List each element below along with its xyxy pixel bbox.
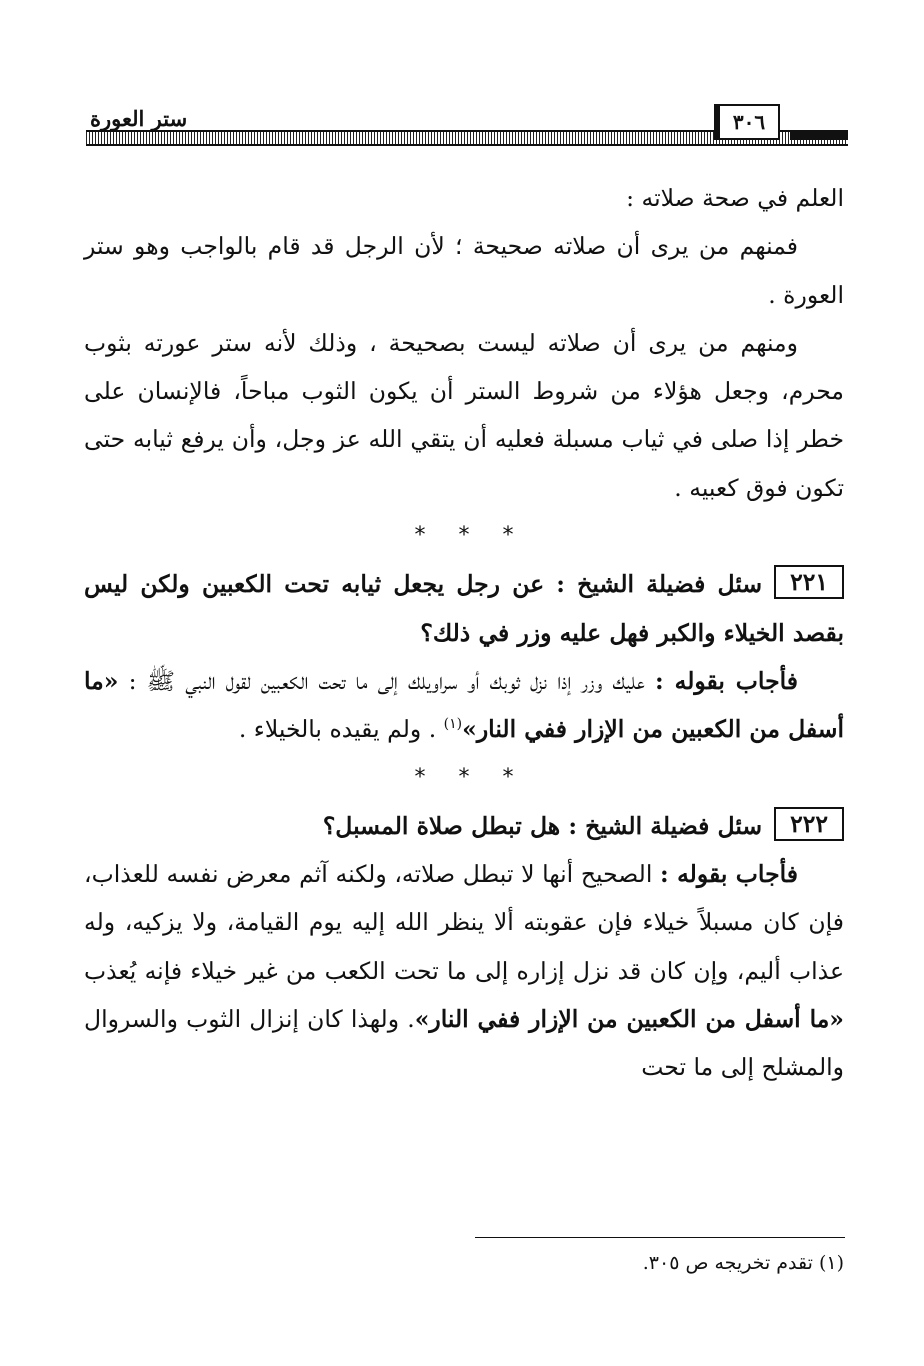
answer-lead: فأجاب بقوله : [655,666,798,695]
question-text: سئل فضيلة الشيخ : عن رجل يجعل ثيابه تحت الكعبين ولكن ليس بقصد الخيلاء والكبر فهل عليه وزر في ذلك؟ [84,570,844,647]
paragraph: فمنهم من يرى أن صلاته صحيحة ؛ لأن الرجل قد قام بالواجب وهو ستر العورة . [84,232,844,309]
paragraph: ومنهم من يرى أن صلاته ليست بصحيحة ، وذلك لأنه ستر عورته بثوب محرم، وجعل هؤلاء من شروط الستر أن يكون الثوب مباحاً، فالإنسان على خطر إذا صلى في ثياب مسبلة فعليه أن يتقي الله عز وجل، وأن يرفع ثيابه حتى تكون فوق كعبيه . [84,328,844,502]
footnote-divider [475,1237,845,1238]
answer-text: . ولهذا كان إنزال الثوب والسروال والمشلح إلى ما تحت [84,1005,844,1082]
page-body [84,174,844,1092]
question-222 [84,802,844,850]
hadith-quote: «ما أسفل من الكعبين من الإزار ففي النار» [84,666,844,744]
page-number: ٣٠٦ [718,104,780,140]
answer-222 [84,850,844,1091]
footnote: (١) تقدم تخريجه ص ٣٠٥. [642,1252,844,1274]
question-number-box: ٢٢١ [774,565,844,599]
question-number-box: ٢٢٢ [774,807,844,841]
header-solid-bar [790,132,848,140]
answer-text: الصحيح أنها لا تبطل صلاته، ولكنه آثم معرض نفسه للعذاب، فإن كان مسبلاً خيلاء فإن عقوبته ألا ينظر الله إليه يوم القيامة، ولا يزكيه، وله عذاب أليم، وإن كان قد نزل إزاره إلى ما تحت الكعب من غير خيلاء فإنه يُعذب [84,860,844,985]
footnote-reference: (١) [443,716,463,733]
question-text: سئل فضيلة الشيخ : هل تبطل صلاة المسبل؟ [322,811,763,840]
answer-221 [84,657,844,754]
answer-lead: فأجاب بقوله : [660,860,798,889]
section-separator: * * * [414,764,514,790]
answer-text: عليك وزر إذا نزل ثوبك أو سراويلك إلى ما تحت الكعبين لقول النبي ﷺ : [118,666,656,695]
section-separator: * * * [414,523,514,549]
question-221 [84,560,844,657]
running-header [86,102,848,150]
hadith-quote: «ما أسفل من الكعبين من الإزار ففي النار» [414,1005,844,1034]
paragraph: العلم في صحة صلاته : [626,184,844,212]
chapter-title: ستر العورة [90,106,188,131]
answer-text: . ولم يقيده بالخيلاء . [238,715,444,744]
